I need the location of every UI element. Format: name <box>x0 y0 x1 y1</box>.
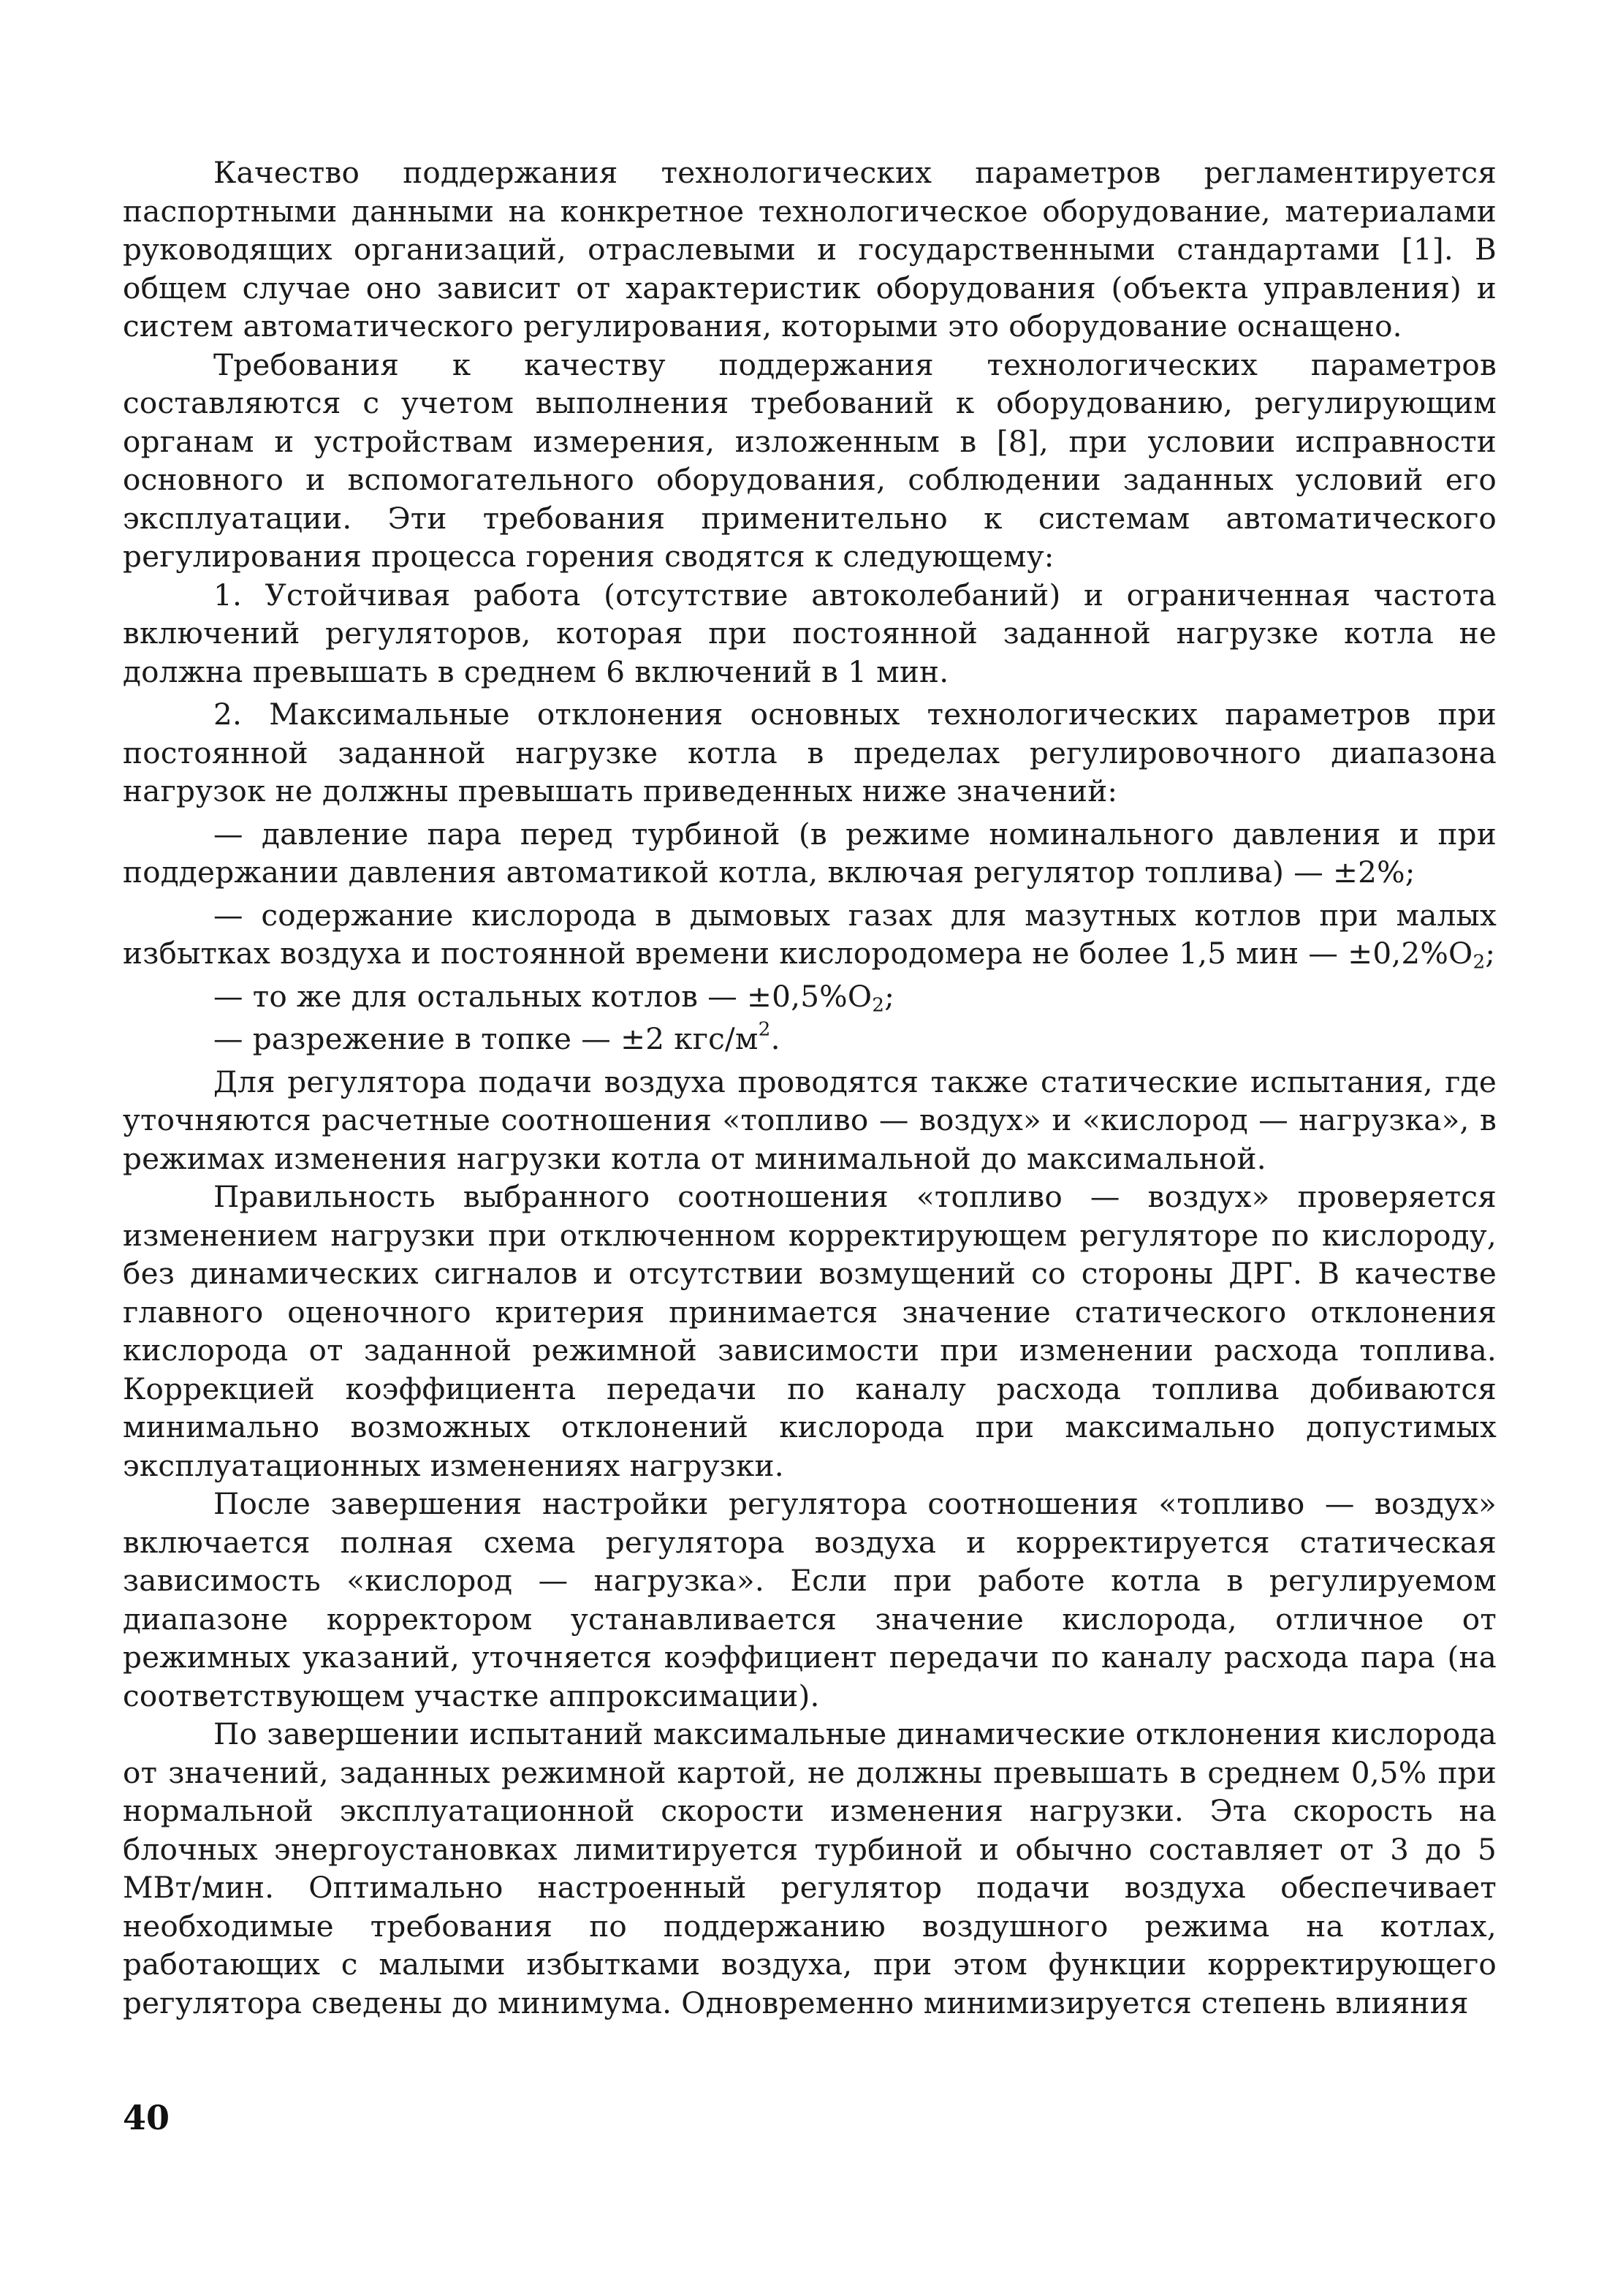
dash-item-steam-pressure: — давление пара перед турбиной (в режиме номинального давления и при поддержании давления автоматикой котла, включая регулятор топлива) — ±2%; <box>123 816 1497 890</box>
paragraph-ratio-check: Правильность выбранного соотношения «топливо — воздух» проверяется изменением нагрузки при отключенном корректирующем регуляторе по кислороду, без динамических сигналов и отсутствии возмущений со стороны ДРГ. В качестве главного оценочного критерия принимается значение статического отклонения кислорода от заданной режимной зависимости при изменении расхода топлива. Коррекцией коэффициента передачи по каналу расхода топлива добиваются минимально возможных отклонений кислорода при максимально допустимых эксплуатационных изменениях нагрузки. <box>123 1179 1497 1483</box>
list-item-1: 1. Устойчивая работа (отсутствие автоколебаний) и ограниченная частота включений регуляторов, которая при постоянной заданной нагрузке котла не должна превышать в среднем 6 включений в 1 мин. <box>123 577 1497 689</box>
period: . <box>770 1021 780 1056</box>
page-body <box>123 154 1497 2022</box>
dash-item-oxygen-other <box>123 977 1497 1016</box>
semicolon: ; <box>1485 936 1496 971</box>
paragraph-after-tuning: После завершения настройки регулятора соотношения «топливо — воздух» включается полная схема регулятора воздуха и корректируется статическая зависимость «кислород — нагрузка». Если при работе котла в регулируемом диапазоне корректором устанавливается значение кислорода, отличное от режимных указаний, уточняется коэффициент передачи по каналу расхода пара (на соответствующем участке аппроксимации). <box>123 1486 1497 1713</box>
paragraph-1: Качество поддержания технологических параметров регламентируется паспортными данными на конкретное технологическое оборудование, материалами руководящих организаций, отраслевыми и государственными стандартами [1]. В общем случае оно зависит от характеристик оборудования (объекта управления) и систем автоматического регулирования, которыми это оборудование оснащено. <box>123 155 1497 344</box>
page-number: 40 <box>123 2098 170 2137</box>
dash-item-furnace-vacuum <box>123 1020 1497 1058</box>
paragraph-2: Требования к качеству поддержания технологических параметров составляются с учетом выполнения требований к оборудованию, регулирующим органам и устройствам измерения, изложенным в [8], при условии исправности основного и вспомогательного оборудования, соблюдении заданных условий его эксплуатации. Эти требования применительно к системам автоматического регулирования процесса горения сводятся к следующему: <box>123 346 1497 574</box>
dash-item-oxygen-other-text: — то же для остальных котлов — ±0,5%O <box>213 978 873 1014</box>
list-item-2: 2. Максимальные отклонения основных технологических параметров при постоянной заданной нагрузке котла в пределах регулировочного диапазона нагрузок не должны превышать приведенных ниже значений: <box>123 697 1497 808</box>
dash-item-oxygen-fuel-oil-text: — содержание кислорода в дымовых газах для мазутных котлов при малых избытках воздуха и постоянной времени кислородомера не более 1,5 мин — ±0,2%O <box>123 897 1497 971</box>
oxygen-subscript: 2 <box>1472 951 1486 974</box>
square-superscript: 2 <box>758 1018 771 1041</box>
dash-item-oxygen-fuel-oil <box>123 896 1497 973</box>
paragraph-static-tests: Для регулятора подачи воздуха проводятся также статические испытания, где уточняются расчетные соотношения «топливо — воздух» и «кислород — нагрузка», в режимах изменения нагрузки котла от минимальной до максимальной. <box>123 1064 1497 1176</box>
oxygen-subscript: 2 <box>872 994 885 1017</box>
paragraph-test-completion: По завершении испытаний максимальные динамические отклонения кислорода от значений, заданных режимной картой, не должны превышать в среднем 0,5% при нормальной эксплуатационной скорости изменения нагрузки. Эта скорость на блочных энергоустановках лимитируется турбиной и обычно составляет от 3 до 5 МВт/мин. Оптимально настроенный регулятор подачи воздуха обеспечивает необходимые требования по поддержанию воздушного режима на котлах, работающих с малыми избытками воздуха, при этом функции корректирующего регулятора сведены до минимума. Одновременно минимизируется степень влияния <box>123 1716 1497 2020</box>
dash-item-furnace-vacuum-text: — разрежение в топке — ±2 кгс/м <box>213 1021 759 1056</box>
semicolon: ; <box>884 978 895 1014</box>
